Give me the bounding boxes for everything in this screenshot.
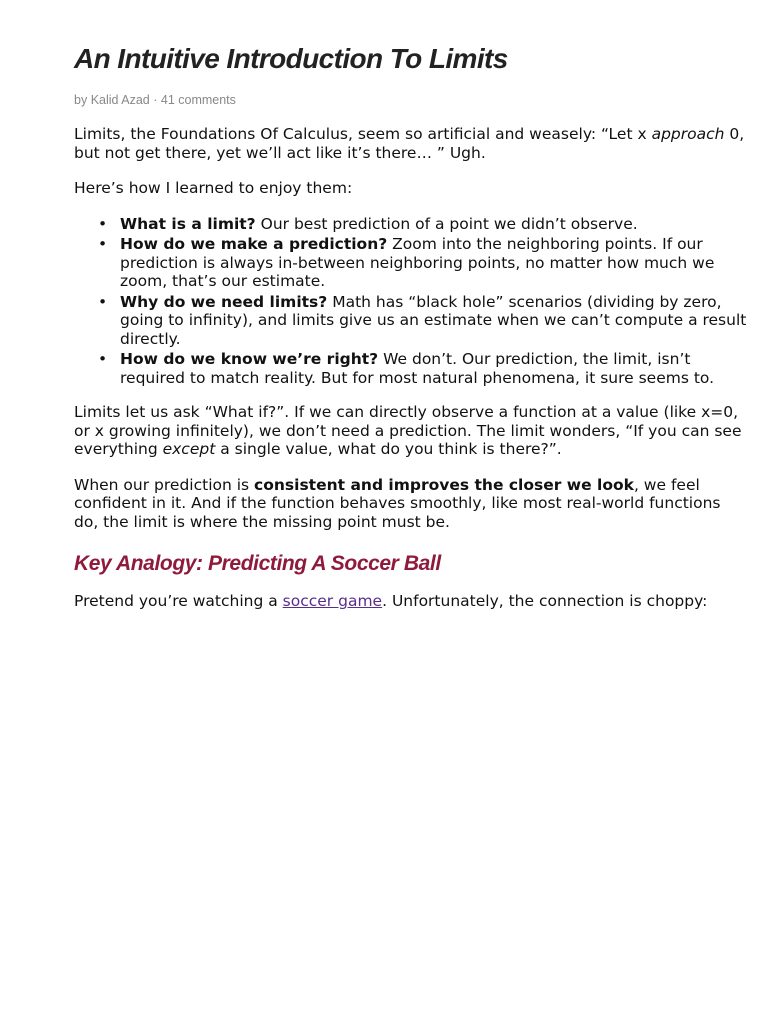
list-item-answer: We don’t. Our prediction, the limit, isn’t required to match reality. But for most natural phenomena, it sure seems to.: [120, 350, 715, 387]
list-item: [98, 292, 748, 349]
consistent-paragraph: [74, 476, 748, 532]
article: [74, 0, 748, 611]
bullet-glyph: •: [98, 214, 108, 233]
list-item: [98, 350, 748, 387]
article-title: An Intuitive Introduction To Limits: [74, 43, 508, 74]
list-item-question: What is a limit?: [120, 214, 256, 233]
soccer-text-2: . Unfortunately, the connection is choppy:: [382, 592, 708, 610]
consistent-text-2: , we feel confident in it. And if the function behaves smoothly, like most real-world functions do, the limit is where the missing point must be.: [74, 475, 721, 531]
soccer-paragraph: [74, 592, 748, 611]
list-item-answer: Math has “black hole” scenarios (dividing by zero, going to infinity), and limits give us an estimate when we can’t compute a result directly.: [120, 292, 747, 348]
soccer-text-1: Pretend you’re watching a: [74, 592, 283, 610]
intro-text-2: 0, but not get there, yet we’ll act like it’s there… ” Ugh.: [74, 125, 745, 162]
byline-comments: 41 comments: [160, 93, 236, 107]
consistent-text-1: When our prediction is: [74, 475, 255, 494]
list-item-question: How do we make a prediction?: [120, 235, 388, 253]
what-if-text-1: Limits let us ask “What if?”. If we can directly observe a function at a value (like x=0, or x growing infinitely), we don’t need a prediction. The limit wonders, “If you can see everything: [74, 403, 742, 458]
soccer-game-link[interactable]: soccer game: [282, 592, 383, 610]
what-if-paragraph: [74, 403, 748, 459]
consistent-bold: consistent and improves the closer we look: [254, 475, 634, 494]
what-if-emphasis: except: [162, 440, 216, 458]
byline: [74, 92, 748, 108]
byline-prefix: by: [74, 93, 91, 107]
list-item-question: Why do we need limits?: [120, 292, 328, 311]
section-heading: Key Analogy: Predicting A Soccer Ball: [74, 552, 441, 575]
key-points-list: [74, 215, 748, 388]
list-item-answer: Zoom into the neighboring points. If our prediction is always in-between neighboring points, no matter how much we zoom, that’s our estimate.: [120, 235, 715, 290]
intro-text-1: Limits, the Foundations Of Calculus, seem so artificial and weasely: “Let x: [74, 125, 652, 143]
intro-emphasis: approach: [651, 125, 725, 143]
bullet-glyph: •: [98, 292, 108, 311]
bullet-glyph: •: [98, 235, 108, 253]
bullet-glyph: •: [98, 350, 108, 368]
lead-in-paragraph: Here’s how I learned to enjoy them:: [74, 179, 353, 197]
list-item-question: How do we know we’re right?: [120, 350, 379, 368]
intro-paragraph: [74, 125, 748, 162]
byline-separator: ·: [149, 93, 161, 107]
list-item-answer: Our best prediction of a point we didn’t observe.: [255, 214, 638, 233]
list-item: [98, 235, 748, 291]
what-if-text-2: a single value, what do you think is there?”.: [215, 440, 562, 458]
byline-author: Kalid Azad: [90, 93, 150, 107]
list-item: [98, 214, 748, 234]
